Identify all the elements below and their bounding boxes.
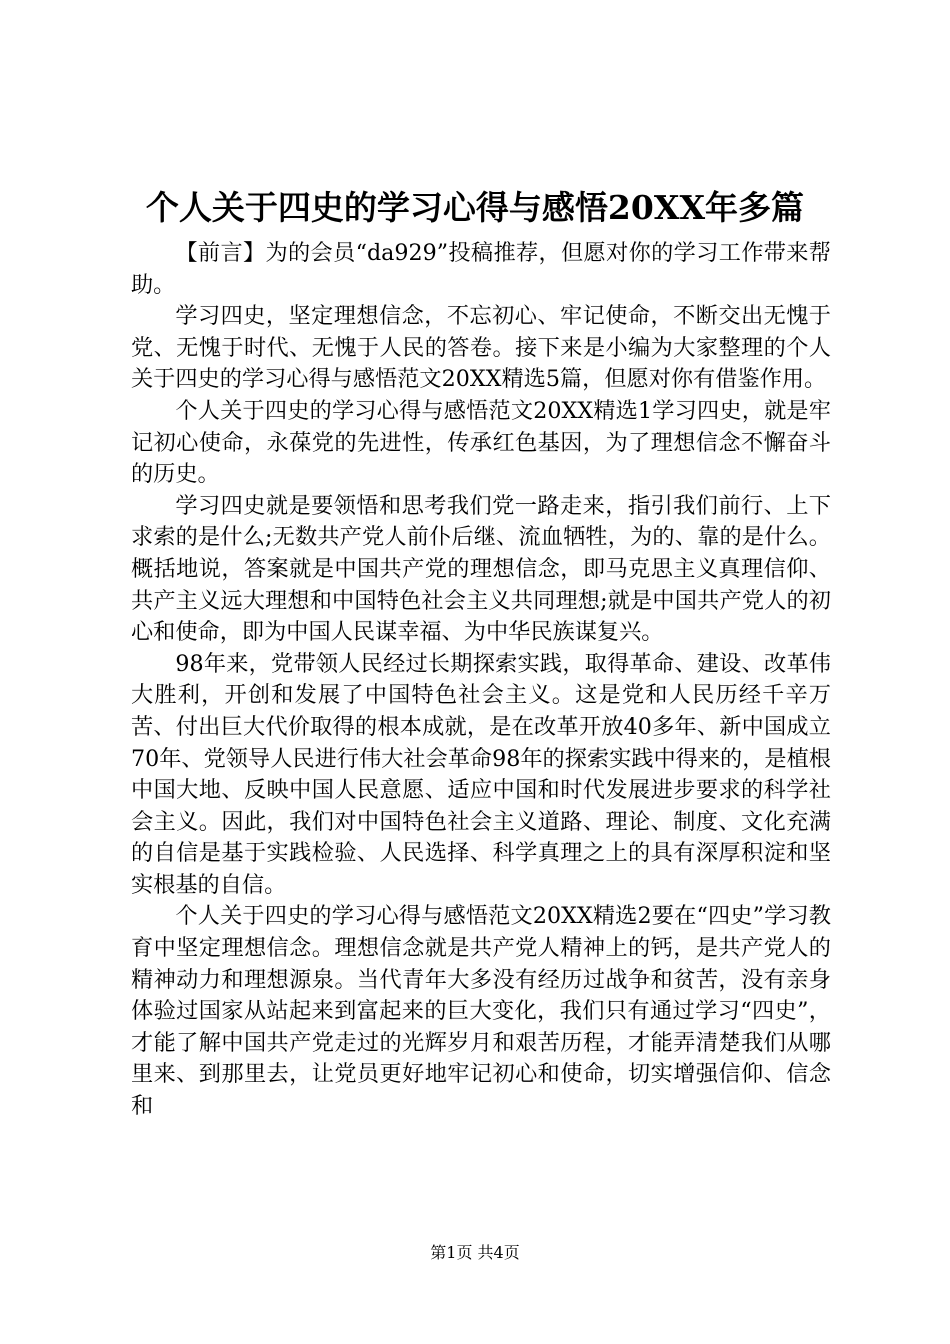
paragraph-essay-1: 个人关于四史的学习心得与感悟范文20XX精选1学习四史，就是牢记初心使命，永葆党的先进性，传承红色基因，为了理想信念不懈奋斗的历史。 bbox=[131, 397, 831, 488]
page-number-footer: 第1页 共4页 bbox=[430, 1243, 520, 1262]
paragraph-preface: 【前言】为的会员“da929”投稿推荐，但愿对你的学习工作带来帮助。 bbox=[131, 240, 831, 298]
paragraph-essay-1-part-2: 学习四史就是要领悟和思考我们党一路走来，指引我们前行、上下求索的是什么;无数共产党人前仆后继、流血牺牲，为的、靠的是什么。概括地说，答案就是中国共产党的理想信念，即马克思主义真理信仰、共产主义远大理想和中国特色社会主义共同理想;就是中国共产党人的初心和使命，即为中国人民谋幸福、为中华民族谋复兴。 bbox=[131, 492, 831, 646]
paragraph-essay-2: 个人关于四史的学习心得与感悟范文20XX精选2要在“四史”学习教育中坚定理想信念。理想信念就是共产党人精神上的钙，是共产党人的精神动力和理想源泉。当代青年大多没有经历过战争和贫苦，没有亲身体验过国家从站起来到富起来的巨大变化，我们只有通过学习“四史”，才能了解中国共产党走过的光辉岁月和艰苦历程，才能弄清楚我们从哪里来、到那里去，让党员更好地牢记初心和使命，切实增强信仰、信念和 bbox=[131, 903, 831, 1120]
paragraph-essay-1-part-3: 98年来，党带领人民经过长期探索实践，取得革命、建设、改革伟大胜利，开创和发展了中国特色社会主义。这是党和人民历经千辛万苦、付出巨大代价取得的根本成就，是在改革开放40多年、新中国成立70年、党领导人民进行伟大社会革命98年的探索实践中得来的，是植根中国大地、反映中国人民意愿、适应中国和时代发展进步要求的科学社会主义。因此，我们对中国特色社会主义道路、理论、制度、文化充满的自信是基于实践检验、人民选择、科学真理之上的具有深厚积淀和坚实根基的自信。 bbox=[131, 650, 831, 898]
document-body bbox=[131, 238, 831, 1123]
paragraph-intro: 学习四史，坚定理想信念，不忘初心、牢记使命，不断交出无愧于党、无愧于时代、无愧于人民的答卷。接下来是小编为大家整理的个人关于四史的学习心得与感悟范文20XX精选5篇，但愿对你有借鉴作用。 bbox=[131, 303, 831, 393]
document-title: 个人关于四史的学习心得与感悟20XX年多篇 bbox=[145, 188, 805, 227]
